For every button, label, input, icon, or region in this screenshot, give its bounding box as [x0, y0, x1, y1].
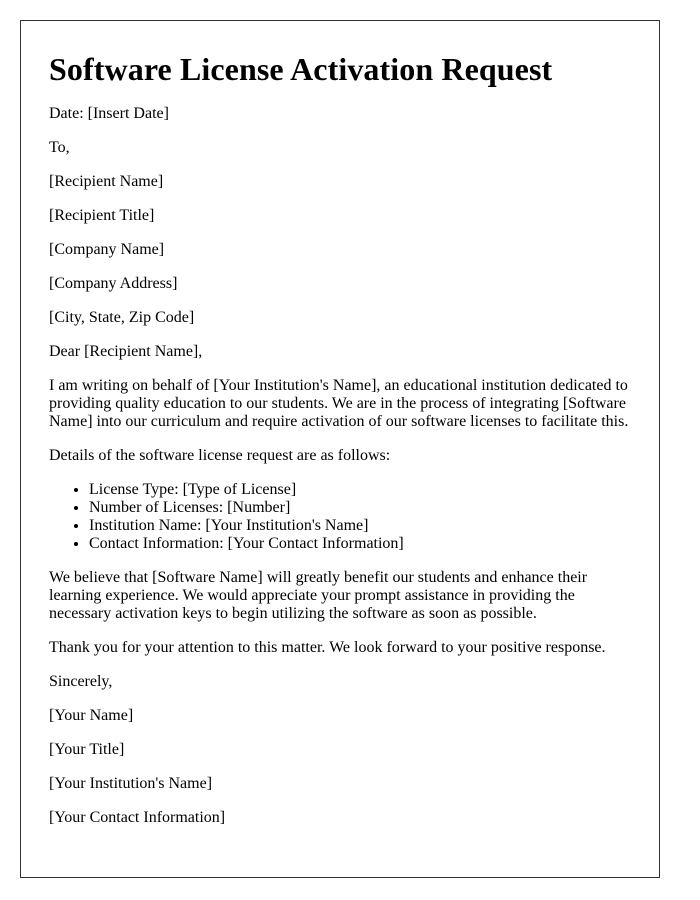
letter-page — [20, 20, 660, 878]
sender-title: [Your Title] — [49, 741, 125, 758]
details-intro: Details of the software license request are as follows: — [49, 447, 391, 464]
letter-to: To, — [49, 139, 70, 156]
company-address: [Company Address] — [49, 275, 178, 292]
intro-paragraph: I am writing on behalf of [Your Institution's Name], an educational institution dedicated to providing quality education to our students. We are in the process of integrating [Software Name] into our curriculum and require activation of our software licenses to facilitate this. — [49, 377, 629, 430]
salutation: Dear [Recipient Name], — [49, 343, 203, 360]
details-list-item: • Institution Name: [Your Institution's Name] — [89, 517, 639, 535]
sender-name: [Your Name] — [49, 707, 134, 724]
city-state-zip: [City, State, Zip Code] — [49, 309, 195, 326]
details-list-item: • Number of Licenses: [Number] — [89, 499, 639, 517]
sender-contact: [Your Contact Information] — [49, 809, 226, 826]
letter-title: Software License Activation Request — [49, 51, 553, 87]
sender-institution: [Your Institution's Name] — [49, 775, 213, 792]
thanks-paragraph: Thank you for your attention to this matter. We look forward to your positive response. — [49, 639, 606, 656]
benefit-paragraph: We believe that [Software Name] will greatly benefit our students and enhance their learning experience. We would appreciate your prompt assistance in providing the necessary activation keys to begin utilizing the software as soon as possible. — [49, 569, 588, 622]
letter-date: Date: [Insert Date] — [49, 105, 169, 122]
recipient-name: [Recipient Name] — [49, 173, 164, 190]
details-list-item: • Contact Information: [Your Contact Information] — [89, 535, 639, 553]
recipient-title: [Recipient Title] — [49, 207, 155, 224]
details-list — [49, 481, 639, 553]
closing: Sincerely, — [49, 673, 113, 690]
details-list-item: • License Type: [Type of License] — [89, 481, 639, 499]
letter-content — [49, 49, 639, 843]
company-name: [Company Name] — [49, 241, 165, 258]
